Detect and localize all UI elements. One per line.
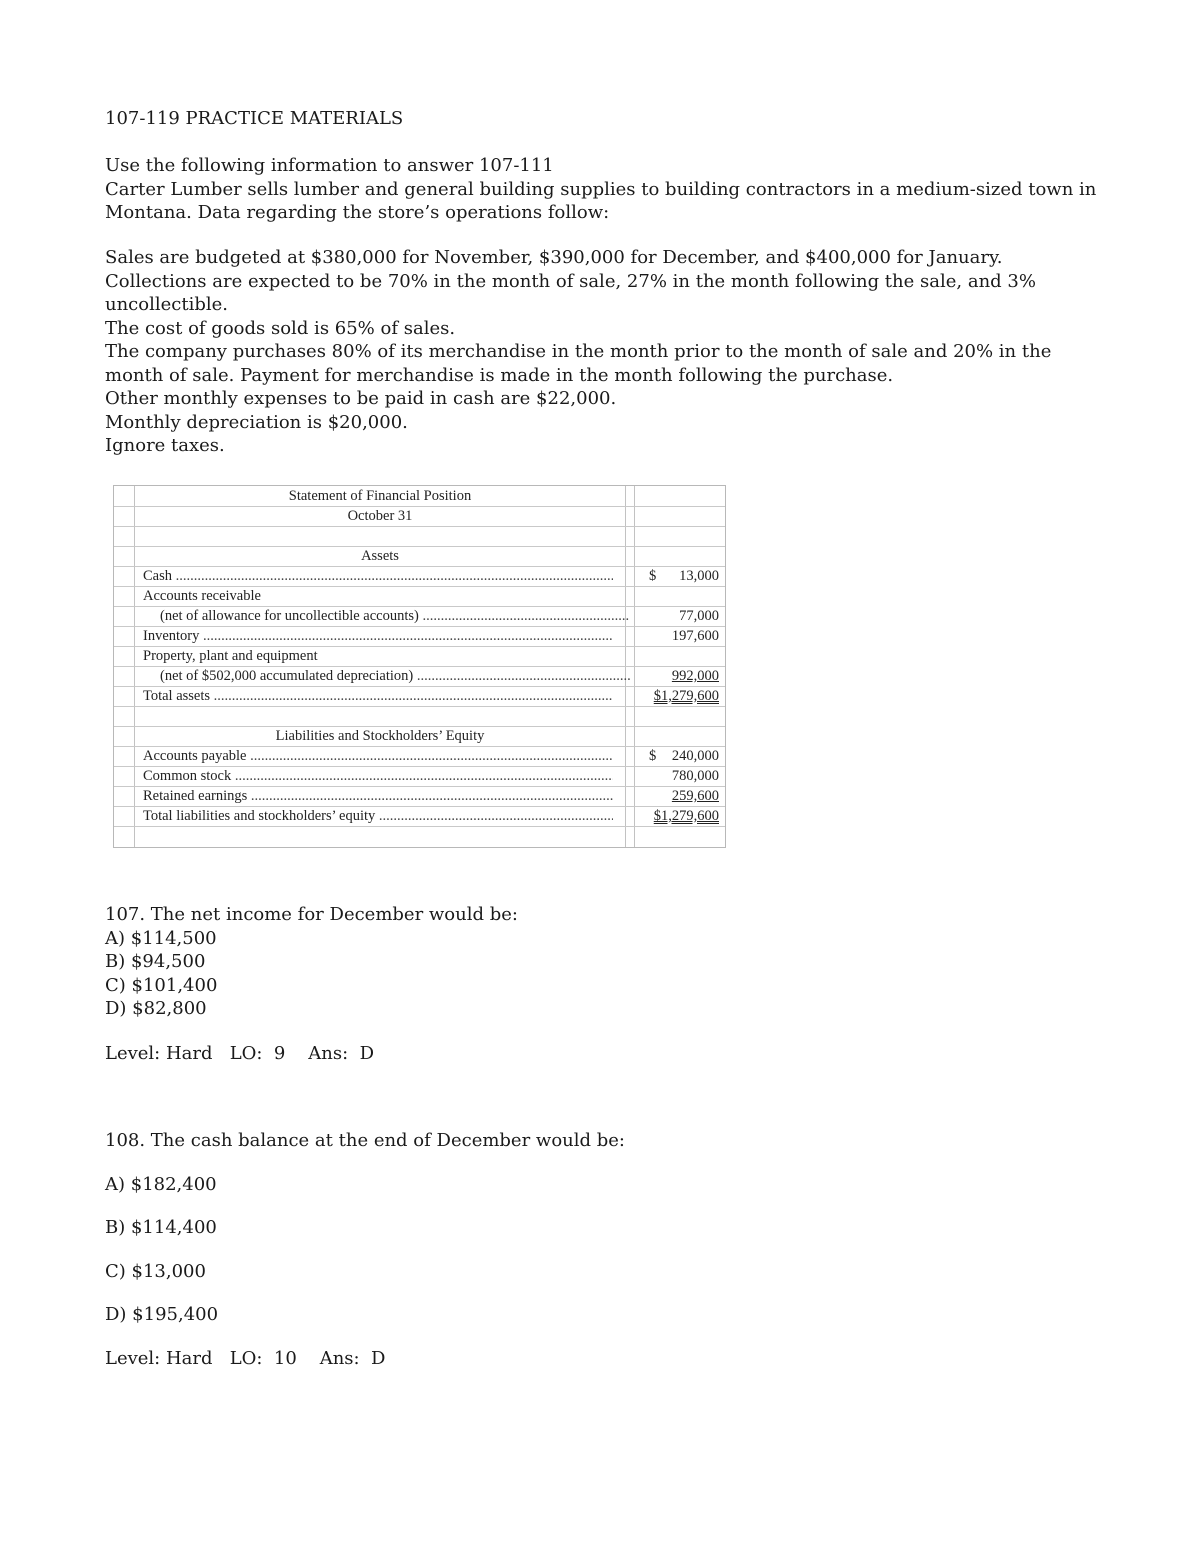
facts-section [105, 246, 1065, 458]
question-meta: Level: Hard LO: 9 Ans: D [105, 1042, 375, 1064]
retained-earnings-label: Retained earnings ..... [143, 788, 613, 805]
fact-cogs: The cost of goods sold is 65% of sales. [105, 317, 456, 339]
question-text: 107. The net income for December would be: [105, 904, 518, 925]
ar-sub-row [114, 606, 725, 627]
ppe-value: 992,000 [671, 668, 719, 684]
assets-heading: Assets [361, 548, 399, 564]
option-a: A) $114,500 [105, 927, 217, 949]
liabilities-heading: Liabilities and Stockholders’ Equity [275, 728, 485, 744]
cash-label: Cash ..... [143, 568, 613, 585]
fact-depreciation: Monthly depreciation is $20,000. [105, 411, 408, 433]
question-107 [105, 903, 518, 1065]
title-text: 107-119 PRACTICE MATERIALS [105, 108, 404, 129]
common-stock-value: 780,000 [671, 768, 719, 784]
inventory-row [114, 626, 725, 647]
question-108 [105, 1129, 625, 1370]
option-b: B) $94,500 [105, 951, 206, 972]
total-le-row [114, 806, 725, 827]
ppe-sub-label: (net of $502,000 accumulated depreciation) ..... [160, 668, 630, 685]
statement-title: Statement of Financial Position [288, 488, 472, 504]
cash-row [114, 566, 725, 587]
ap-row [114, 746, 725, 767]
total-assets-label: Total assets ..... [143, 688, 613, 705]
total-assets-value: $1,279,600 [653, 688, 719, 704]
common-stock-label: Common stock ..... [143, 768, 613, 785]
intro-line: Use the following information to answer 107-111 [105, 155, 554, 176]
option-d: D) $195,400 [105, 1304, 219, 1325]
option-a: A) $182,400 [105, 1173, 217, 1195]
option-d: D) $82,800 [105, 998, 207, 1019]
intro-section [105, 154, 1105, 225]
common-stock-row [114, 766, 725, 787]
total-le-value: $1,279,600 [653, 808, 719, 824]
liabilities-heading-row [114, 726, 725, 747]
fact-other-expenses: Other monthly expenses to be paid in cash are $22,000. [105, 388, 617, 409]
ar-sub-label: (net of allowance for uncollectible accounts) ..... [160, 608, 630, 625]
retained-earnings-row [114, 786, 725, 807]
ap-dollar-sign: $ [649, 748, 657, 764]
blank-row [114, 526, 725, 547]
fact-collections: Collections are expected to be 70% in the month of sale, 27% in the month following the sale, and 3% uncollectible. [105, 270, 1036, 315]
ppe-row [114, 646, 725, 667]
option-c: C) $101,400 [105, 974, 218, 996]
ap-label: Accounts payable ..... [143, 748, 613, 765]
assets-heading-row [114, 546, 725, 567]
question-meta: Level: Hard LO: 10 Ans: D [105, 1347, 386, 1369]
ar-value: 77,000 [679, 608, 719, 624]
ppe-label: Property, plant and equipment [143, 648, 318, 664]
blank-row [114, 706, 725, 727]
ar-label: Accounts receivable [143, 588, 261, 604]
option-c: C) $13,000 [105, 1260, 206, 1282]
intro-description: Carter Lumber sells lumber and general building supplies to building contractors in a medium-sized town in Montana. Data regarding the store’s operations follow: [105, 178, 1097, 223]
fact-purchases: The company purchases 80% of its merchandise in the month prior to the month of sale and 20% in the month of sale. Payment for merchandise is made in the month following the purchase. [105, 341, 1052, 386]
ar-row [114, 586, 725, 607]
statement-title-row [114, 486, 725, 507]
ppe-sub-row [114, 666, 725, 687]
statement-date-row [114, 506, 725, 527]
cash-value: 13,000 [679, 568, 719, 584]
document-title [105, 107, 403, 131]
fact-sales: Sales are budgeted at $380,000 for November, $390,000 for December, and $400,000 for January. [105, 247, 1003, 268]
retained-earnings-value: 259,600 [671, 788, 719, 804]
inventory-label: Inventory ..... [143, 628, 613, 645]
financial-position-statement [113, 485, 726, 848]
total-le-label: Total liabilities and stockholders’ equity ..... [143, 808, 613, 825]
statement-date: October 31 [347, 508, 413, 524]
fact-taxes: Ignore taxes. [105, 435, 225, 456]
cash-dollar-sign: $ [649, 568, 657, 584]
option-b: B) $114,400 [105, 1217, 217, 1238]
question-text: 108. The cash balance at the end of December would be: [105, 1130, 625, 1151]
total-assets-row [114, 686, 725, 707]
ap-value: 240,000 [671, 748, 719, 764]
inventory-value: 197,600 [671, 628, 719, 644]
